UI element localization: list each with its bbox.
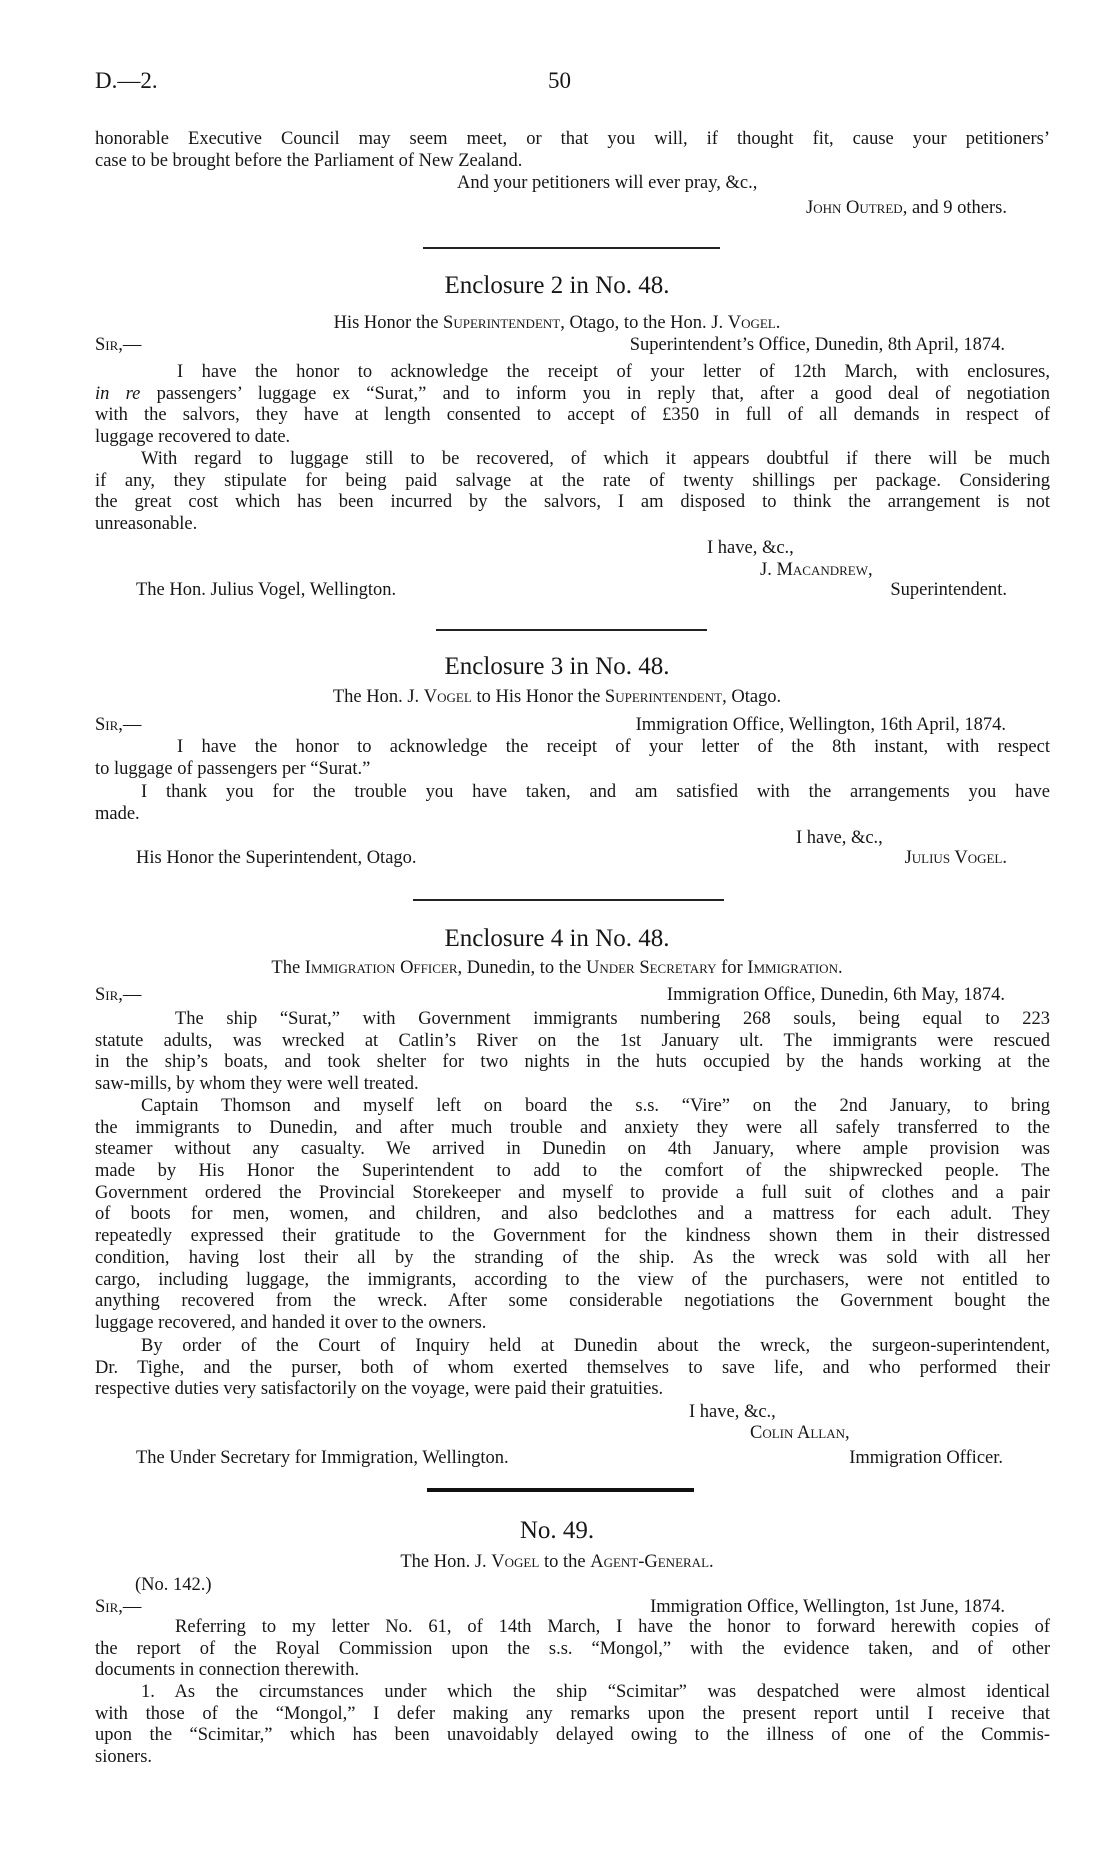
text-line: the report of the Royal Commission upon the s.s. “Mongol,” with the evidence taken, and of other [95, 1638, 1050, 1659]
enclosure-4-subtitle [0, 957, 1114, 979]
text-line: case to be brought before the Parliament of New Zealand. [95, 150, 523, 171]
letter-paragraph [95, 1617, 1050, 1682]
dateline: Superintendent’s Office, Dunedin, 8th April, 1874. [629, 335, 1005, 355]
enclosure-3-subtitle [0, 686, 1114, 708]
addressee: The Under Secretary for Immigration, Wellington. [136, 1448, 509, 1468]
text-run: J. [760, 560, 777, 580]
text-line: honorable Executive Council may seem meet, or that you will, if thought fit, cause your petitioners’ [95, 129, 1050, 149]
text-run: to His Honor the [471, 687, 605, 707]
letter-paragraph [95, 362, 1050, 449]
letter-closing: I have, &c., [707, 538, 794, 558]
enclosure-4-title: Enclosure 4 in No. 48. [444, 925, 670, 952]
text-line [95, 384, 1050, 406]
text-run: , and 9 others. [902, 198, 1007, 218]
text-run: The Hon. J. [332, 687, 424, 707]
text-line: With regard to luggage still to be recovered, of which it appears doubtful if there will be much [141, 449, 1050, 469]
text-run: ,— [118, 1597, 142, 1617]
small-caps-text: Sir [95, 1597, 119, 1617]
letter-closing: I have, &c., [689, 1402, 776, 1422]
text-line: Captain Thomson and myself left on board the s.s. “Vire” on the 2nd January, to bring [141, 1096, 1050, 1116]
text-run: His Honor the [333, 313, 444, 333]
text-run: ,— [118, 335, 142, 355]
small-caps-text: Macandrew [776, 560, 869, 580]
text-line: if any, they stipulate for being paid salvage at the rate of twenty shillings per package. Considering [95, 470, 1050, 491]
addressee: His Honor the Superintendent, Otago. [136, 848, 417, 868]
enclosure-2-subtitle [0, 312, 1114, 334]
small-caps-text: Vogel [423, 687, 472, 707]
text-line: saw-mills, by whom they were well treated. [95, 1074, 419, 1095]
text-run: for [716, 958, 748, 978]
text-run: . [709, 1552, 714, 1572]
text-run: , [845, 1423, 850, 1443]
small-caps-text: Sir [95, 985, 119, 1005]
text-run: . [837, 958, 843, 978]
text-run: The Hon. J. [400, 1552, 492, 1572]
text-line: made. [95, 803, 140, 824]
dateline: Immigration Office, Wellington, 16th April, 1874. [635, 715, 1006, 735]
text-line: in the ship’s boats, and took shelter for two nights in the huts occupied by the hands working at the [95, 1052, 1050, 1073]
dateline: Immigration Office, Wellington, 1st June, 1874. [650, 1597, 1005, 1617]
text-run: , Dunedin, to the [457, 958, 586, 978]
text-line: anything recovered from the wreck. After some considerable negotiations the Government bought the [95, 1291, 1050, 1312]
text-line: Government ordered the Provincial Storekeeper and myself to provide a full suit of clothes and a pair [95, 1182, 1050, 1203]
small-caps-text: Immigration [747, 958, 838, 978]
text-run: ,— [118, 985, 142, 1005]
italic-text: in re [95, 383, 141, 404]
no-49-title: No. 49. [519, 1517, 595, 1544]
text-line: cargo, including luggage, the immigrants, according to the view of the purchasers, were not entitled to [95, 1269, 1050, 1290]
text-line: with those of the “Mongol,” I defer making any remarks upon the present report until I receive that [95, 1703, 1050, 1724]
text-line: with the salvors, they have at length consented to accept of £350 in full of all demands in respect of [95, 405, 1050, 426]
small-caps-text: Vogel [491, 1552, 540, 1572]
petition-paragraph [95, 129, 1050, 172]
text-line: made by His Honor the Superintendent to add to the comfort of the shipwrecked people. The [95, 1161, 1050, 1182]
text-line: repeatedly expressed their gratitude to the Government for the kindness shown them in their distressed [95, 1226, 1050, 1247]
text-run: passengers’ luggage ex “Surat,” and to inform you in reply that, after a good deal of negotiation [140, 383, 1050, 404]
small-caps-text: Julius Vogel [904, 848, 1003, 868]
text-line: I have the honor to acknowledge the receipt of your letter of 12th March, with enclosures, [177, 362, 1050, 382]
small-caps-text: Vogel [727, 313, 776, 333]
text-line: luggage recovered to date. [95, 427, 291, 448]
petition-closing: And your petitioners will ever pray, &c., [457, 173, 758, 193]
text-run: to the [539, 1552, 591, 1572]
small-caps-text: Superintendent [604, 687, 723, 707]
text-line: of boots for men, women, and children, and also bedclothes and a mattress for each adult. They [95, 1204, 1050, 1225]
text-run: , Otago. [722, 687, 782, 707]
salutation [95, 1596, 141, 1618]
addressee: The Hon. Julius Vogel, Wellington. [136, 580, 397, 600]
letter-paragraph [95, 1336, 1050, 1401]
text-line: statute adults, was wrecked at Catlin’s River on the 1st January ult. The immigrants were rescued [95, 1030, 1050, 1051]
text-line: The ship “Surat,” with Government immigrants numbering 268 souls, being equal to 223 [175, 1009, 1050, 1029]
letter-paragraph [95, 737, 1050, 780]
text-line: the great cost which has been incurred by the salvors, I am disposed to think the arrangement is not [95, 492, 1050, 513]
text-run: The [271, 958, 305, 978]
small-caps-text: Sir [95, 715, 119, 735]
text-line: By order of the Court of Inquiry held at Dunedin about the wreck, the surgeon-superintendent, [141, 1336, 1050, 1356]
section-divider [413, 899, 724, 901]
section-divider [436, 629, 707, 631]
text-line: upon the “Scimitar,” which has been unavoidably delayed owing to the illness of one of the Commis- [95, 1725, 1050, 1746]
small-caps-text: Agent-General [590, 1552, 710, 1572]
dateline: Immigration Office, Dunedin, 6th May, 1874. [666, 985, 1005, 1005]
enclosure-3-title: Enclosure 3 in No. 48. [444, 653, 670, 680]
text-line: 1. As the circumstances under which the ship “Scimitar” was despatched were almost identical [141, 1682, 1050, 1702]
small-caps-text: Under Secretary [585, 958, 717, 978]
salutation [95, 334, 141, 356]
document-code: D.—2. [95, 68, 158, 93]
text-line: respective duties very satisfactorily on the voyage, were paid their gratuities. [95, 1379, 664, 1400]
letter-paragraph [95, 1009, 1050, 1096]
text-line: sioners. [95, 1747, 153, 1768]
letter-paragraph [95, 782, 1050, 825]
text-line: Referring to my letter No. 61, of 14th March, I have the honor to forward herewith copies of [175, 1617, 1050, 1637]
letter-paragraph [95, 1096, 1050, 1335]
text-run: , [868, 560, 873, 580]
signer-name [905, 847, 1007, 869]
signer-title: Superintendent. [890, 580, 1007, 600]
text-line: unreasonable. [95, 514, 198, 535]
letter-closing: I have, &c., [796, 828, 883, 848]
text-line: condition, having lost their all by the stranding of the ship. As the wreck was sold with all her [95, 1247, 1050, 1268]
small-caps-text: John Outred [806, 198, 903, 218]
signer-name [760, 559, 873, 581]
text-run: ,— [118, 715, 142, 735]
signer-name [750, 1422, 850, 1444]
text-run: . [775, 313, 781, 333]
signer-title: Immigration Officer. [849, 1448, 1003, 1468]
text-line: I thank you for the trouble you have taken, and am satisfied with the arrangements you have [141, 782, 1050, 802]
letter-paragraph [95, 1682, 1050, 1769]
salutation [95, 714, 141, 736]
page-number: 50 [548, 68, 571, 93]
text-line: the immigrants to Dunedin, and after much trouble and anxiety they were all safely transferred to the [95, 1117, 1050, 1138]
text-line: documents in connection therewith. [95, 1660, 360, 1681]
text-line: to luggage of passengers per “Surat.” [95, 758, 371, 779]
small-caps-text: Immigration Officer [304, 958, 458, 978]
section-divider [423, 247, 720, 249]
text-line: steamer without any casualty. We arrived in Dunedin on 4th January, where ample provision was [95, 1139, 1050, 1160]
enclosure-2-title: Enclosure 2 in No. 48. [444, 272, 670, 299]
small-caps-text: Colin Allan [750, 1423, 846, 1443]
text-line: I have the honor to acknowledge the receipt of your letter of the 8th instant, with respect [177, 737, 1050, 757]
small-caps-text: Sir [95, 335, 119, 355]
letter-reference: (No. 142.) [135, 1575, 212, 1595]
salutation [95, 984, 141, 1006]
petition-signature [806, 197, 1007, 219]
text-run: , Otago, to the Hon. J. [560, 313, 728, 333]
section-divider-thick [427, 1488, 694, 1492]
text-line: luggage recovered, and handed it over to the owners. [95, 1312, 487, 1333]
text-line: Dr. Tighe, and the purser, both of whom exerted themselves to save life, and who performed their [95, 1357, 1050, 1378]
small-caps-text: Superintendent [443, 313, 561, 333]
text-run: . [1002, 848, 1007, 868]
no-49-subtitle [0, 1551, 1114, 1573]
letter-paragraph [95, 449, 1050, 536]
